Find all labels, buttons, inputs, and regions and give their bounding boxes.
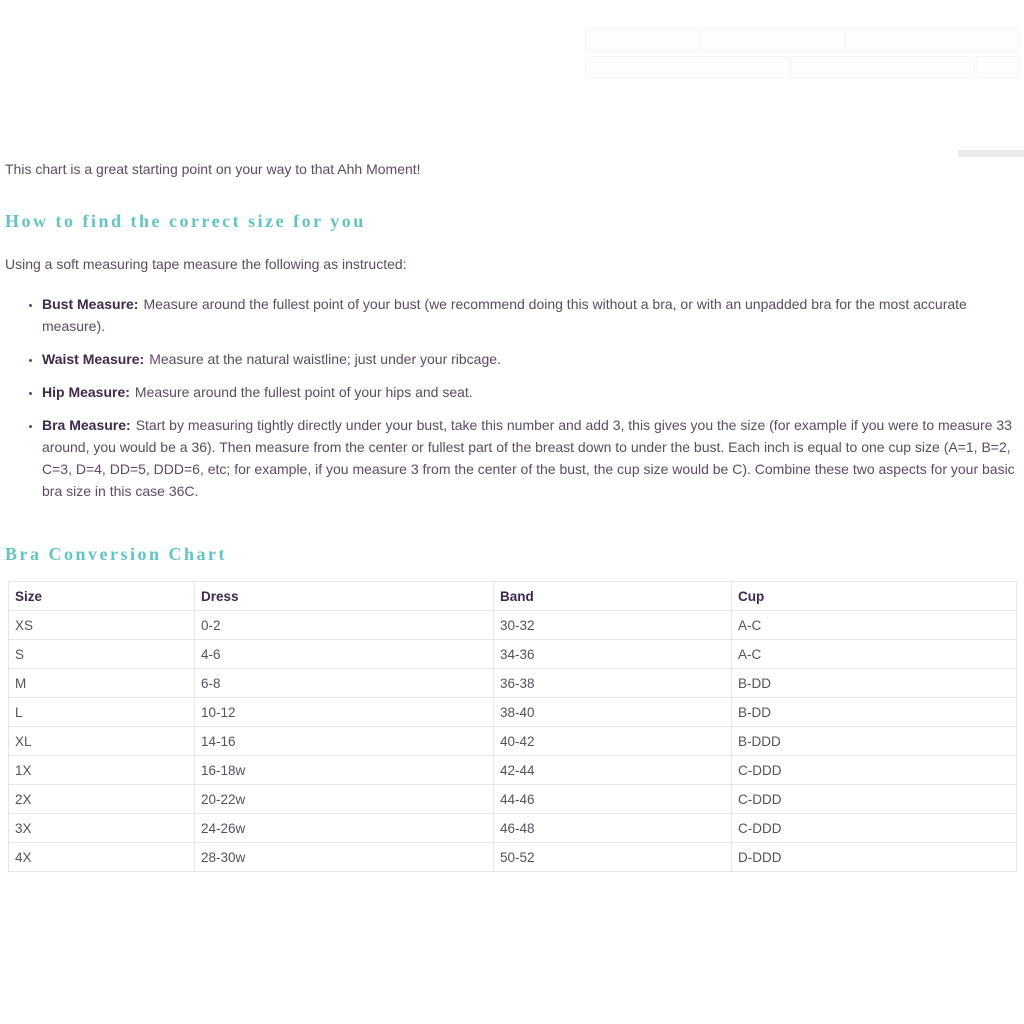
cell-cup: B-DD <box>732 669 1017 698</box>
table-row <box>9 727 1017 756</box>
ghost-box <box>701 28 845 52</box>
table-header-row <box>9 582 1017 611</box>
table-row <box>9 698 1017 727</box>
cell-dress: 24-26w <box>195 814 494 843</box>
bust-measure-label: Bust Measure: <box>42 296 139 312</box>
cell-band: 30-32 <box>494 611 732 640</box>
cell-band: 50-52 <box>494 843 732 872</box>
table-row <box>9 814 1017 843</box>
bra-conversion-table <box>8 581 1017 872</box>
table-row <box>9 640 1017 669</box>
cell-cup: C-DDD <box>732 756 1017 785</box>
cell-size: M <box>9 669 195 698</box>
cell-band: 34-36 <box>494 640 732 669</box>
cell-band: 38-40 <box>494 698 732 727</box>
ghost-box <box>976 56 1020 78</box>
cell-band: 36-38 <box>494 669 732 698</box>
cell-dress: 20-22w <box>195 785 494 814</box>
instruction-text: Using a soft measuring tape measure the following as instructed: <box>5 256 407 272</box>
cell-dress: 28-30w <box>195 843 494 872</box>
cell-size: 1X <box>9 756 195 785</box>
hip-measure-label: Hip Measure: <box>42 384 130 400</box>
waist-measure-text: Measure at the natural waistline; just under your ribcage. <box>149 351 501 367</box>
cell-size: XS <box>9 611 195 640</box>
ghost-box <box>585 28 700 52</box>
cell-band: 46-48 <box>494 814 732 843</box>
cell-size: XL <box>9 727 195 756</box>
how-to-heading: How to find the correct size for you <box>5 211 366 231</box>
cell-cup: A-C <box>732 640 1017 669</box>
cell-dress: 6-8 <box>195 669 494 698</box>
cell-size: 2X <box>9 785 195 814</box>
cell-cup: B-DDD <box>732 727 1017 756</box>
intro-text: This chart is a great starting point on your way to that Ahh Moment! <box>5 161 421 177</box>
cell-size: S <box>9 640 195 669</box>
cell-size: 3X <box>9 814 195 843</box>
cell-band: 40-42 <box>494 727 732 756</box>
hip-measure-text: Measure around the fullest point of your hips and seat. <box>134 384 473 400</box>
cell-dress: 14-16 <box>195 727 494 756</box>
column-header-size: Size <box>9 582 195 611</box>
cell-dress: 10-12 <box>195 698 494 727</box>
cell-dress: 16-18w <box>195 756 494 785</box>
ghost-box <box>846 28 1020 52</box>
cell-band: 44-46 <box>494 785 732 814</box>
table-row <box>9 756 1017 785</box>
cell-cup: A-C <box>732 611 1017 640</box>
column-header-dress: Dress <box>195 582 494 611</box>
table-row <box>9 785 1017 814</box>
column-header-cup: Cup <box>732 582 1017 611</box>
cell-cup: D-DDD <box>732 843 1017 872</box>
bust-measure-text: Measure around the fullest point of your bust (we recommend doing this without a bra, or with an unpadded bra for the most accurate measure). <box>42 296 967 334</box>
column-header-band: Band <box>494 582 732 611</box>
cell-size: L <box>9 698 195 727</box>
list-item-hip <box>42 381 1018 403</box>
cell-size: 4X <box>9 843 195 872</box>
right-edge-gray-bar <box>958 150 1024 157</box>
list-item-waist <box>42 348 1018 370</box>
conversion-chart-heading: Bra Conversion Chart <box>5 544 227 564</box>
page-content <box>5 161 1018 872</box>
list-item-bra <box>42 414 1018 502</box>
bra-measure-text: Start by measuring tightly directly under your bust, take this number and add 3, this gives you the size (for example if you were to measure 33 around, you would be a 36). Then measure from the center or fullest part of the breast down to under the bust. Each inch is equal to one cup size (A=1, B=2, C=3, D=4, DD=5, DDD=6, etc; for example, if you measure 3 from the center of the bust, the cup size would be C). Combine these two aspects for your basic bra size in this case 36C. <box>42 417 1015 499</box>
cell-cup: C-DDD <box>732 814 1017 843</box>
cell-cup: C-DDD <box>732 785 1017 814</box>
cell-dress: 0-2 <box>195 611 494 640</box>
bra-measure-label: Bra Measure: <box>42 417 131 433</box>
measure-list <box>5 293 1018 502</box>
cell-band: 42-44 <box>494 756 732 785</box>
table-row <box>9 669 1017 698</box>
ghost-box <box>791 56 975 78</box>
table-row <box>9 611 1017 640</box>
cell-cup: B-DD <box>732 698 1017 727</box>
table-row <box>9 843 1017 872</box>
cell-dress: 4-6 <box>195 640 494 669</box>
list-item-bust <box>42 293 1018 337</box>
waist-measure-label: Waist Measure: <box>42 351 145 367</box>
ghost-box <box>585 56 790 78</box>
